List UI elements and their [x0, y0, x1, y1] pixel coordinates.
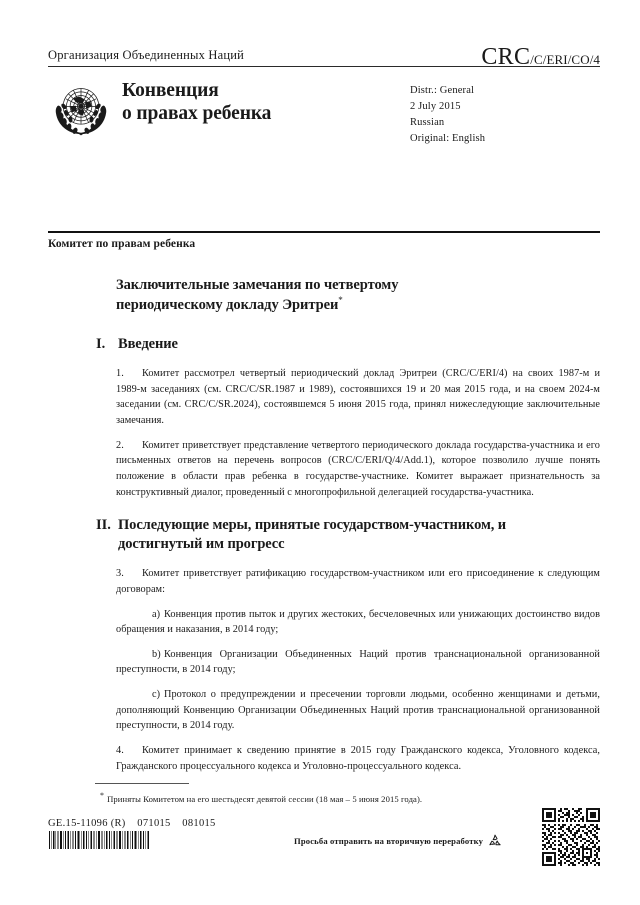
masthead [48, 44, 600, 146]
chapter-number: II. [96, 517, 111, 534]
document-date: 2 July 2015 [410, 101, 461, 113]
masthead-divider-thick [48, 231, 600, 233]
document-symbol-main: CRC [481, 44, 531, 70]
convention-title-line-2: о правах ребенка [122, 102, 272, 124]
subparagraph-number: c) [152, 689, 161, 701]
paragraph-1 [116, 366, 600, 429]
paragraph-text: Комитет приветствует представление четвертого периодического доклада государства-участника и его письменных ответов на перечень вопросов (CRC/C/ERI/Q/4/Add.1), которое позволило лучше понять положение в области прав ребенка в государстве-участнике. Комитет выражает признательность за конструктивный диалог, проведенный с многопрофильной делегацией государства-участника. [116, 439, 600, 498]
paragraph-number: 1. [116, 368, 124, 380]
chapter-heading-1 [96, 335, 600, 354]
paragraph-number: 4. [116, 745, 124, 757]
distribution-block [404, 74, 600, 146]
paragraph-text: Комитет приветствует ратификацию государством-участником или его присоединение к следующим договорам: [116, 568, 600, 595]
chapter-title: Последующие меры, принятые государством-участником, и достигнутый им прогресс [118, 517, 507, 552]
subparagraph-text: Конвенция против пыток и других жестоких, бесчеловечных или унижающих достоинство видов обращения и наказания, в 2014 году; [116, 608, 600, 636]
committee-name: Комитет по правам ребенка [48, 238, 196, 250]
footnote-marker: * [100, 791, 105, 800]
original-language: Original: English [410, 132, 486, 144]
recycle-icon [487, 833, 503, 849]
page-footer [48, 818, 600, 878]
distribution-type: Distr.: General [410, 85, 475, 97]
document-language: Russian [410, 116, 445, 128]
document-symbol [481, 44, 600, 71]
subparagraph-b [116, 647, 600, 678]
paragraph-text: Комитет рассмотрел четвертый периодический доклад Эритреи (CRC/C/ERI/4) на своих 1987-м и 1989-м заседаниях (см. CRC/C/SR.1987 и 1989), состоявшихся 19 и 20 мая 2015 года, и на своем 2024-м заседании (см. CRC/C/SR.2024), состоявшемся 5 июня 2015 года, принял нижеследующие заключительные замечания. [116, 368, 600, 426]
qr-code-icon [542, 808, 600, 866]
footnote [100, 790, 600, 805]
un-emblem-icon [48, 76, 114, 142]
subparagraph-number: b) [152, 648, 161, 660]
paragraph-number: 3. [116, 568, 124, 580]
job-number: GE.15-11096 (R) 071015 081015 [48, 818, 216, 829]
subparagraph-number: a) [152, 608, 161, 620]
organization-name: Организация Объединенных Наций [48, 48, 245, 62]
page-title-line-2: периодическому докладу Эритреи [116, 296, 339, 313]
paragraph-text: Комитет принимает к сведению принятие в 2015 году Гражданского кодекса, Уголовного кодекса, Гражданского процессуального кодекса и Уголовно-процессуального кодекса. [116, 745, 600, 772]
subparagraph-c [116, 687, 600, 734]
page-title-line-1: Заключительные замечания по четвертому [116, 277, 399, 293]
recycle-text: Просьба отправить на вторичную переработку [294, 836, 484, 846]
subparagraph-text: Конвенция Организации Объединенных Наций против транснациональной организованной преступности, в 2014 году; [116, 648, 600, 676]
footnote-text: Приняты Комитетом на его шестьдесят девятой сессии (18 мая – 5 июня 2015 года). [107, 793, 423, 804]
chapter-title: Введение [118, 335, 178, 352]
subparagraph-text: Протокол о предупреждении и пресечении торговли людьми, особенно женщинами и детьми, дополняющий Конвенцию Организации Объединенных Наций против транснациональной организованной преступности, в 2014 году. [116, 689, 600, 732]
recycle-notice [294, 833, 503, 849]
footnote-separator [95, 783, 189, 784]
emblem-container [48, 74, 120, 142]
barcode-icon [48, 831, 152, 849]
masthead-body [48, 74, 600, 146]
title-footnote-marker: * [338, 294, 343, 305]
convention-title-line-1: Конвенция [122, 80, 219, 102]
chapter-number: I. [96, 335, 106, 352]
convention-title [120, 74, 404, 125]
paragraph-3 [116, 566, 600, 597]
page-title [116, 276, 600, 315]
document-body [48, 238, 600, 783]
paragraph-2 [116, 438, 600, 501]
paragraph-4 [116, 743, 600, 774]
document-symbol-tail: /C/ERI/CO/4 [530, 52, 600, 67]
chapter-heading-2 [96, 516, 600, 553]
paragraph-number: 2. [116, 439, 124, 451]
subparagraph-a [116, 607, 600, 638]
